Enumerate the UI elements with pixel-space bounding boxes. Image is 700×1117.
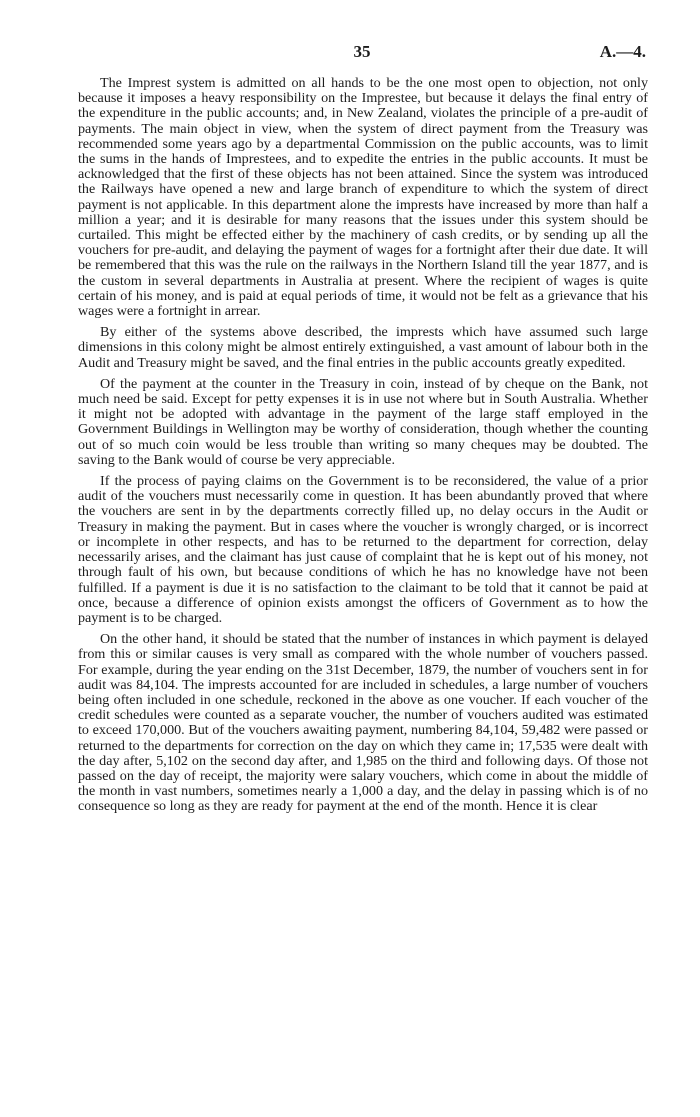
document-reference: A.—4. bbox=[599, 42, 646, 61]
page-number: 35 bbox=[353, 42, 371, 61]
paragraph-imprest-system: The Imprest system is admitted on all hands to be the one most open to objection, not only because it imposes a heavy responsibility on the Imprestee, but because it delays the final entry of the expenditure in the public accounts; and, in New Zealand, violates the principle of a pre-audit of payments. The main object in view, when the system of direct payment from the Treasury was recommended some years ago by a departmental Commission on the public accounts, was to limit the sums in the hands of Imprestees, and to expedite the entries in the public accounts. It must be acknowledged that the first of these objects has not been attained. Since the system was introduced the Railways have opened a new and large branch of expenditure to which the system of direct payment is not applicable. In this department alone the imprests have increased by more than half a million a year; and it is desirable for many reasons that the issues under this system should be curtailed. This might be effected either by the machinery of cash credits, or by sending up all the vouchers for pre-audit, and delaying the payment of wages for a fortnight after their due date. It will be remembered that this was the rule on the railways in the Northern Island till the year 1877, and is the custom in several departments in Australia at present. Where the recipient of wages is quite certain of his money, and is paid at equal periods of time, it would not be felt as a grievance that his wages were a fortnight in arrear. bbox=[78, 75, 648, 320]
paragraph-prior-audit: If the process of paying claims on the Government is to be reconsidered, the value of a prior audit of the vouchers must necessarily come in question. It has been abundantly proved that where the vouchers are sent in by the departments correctly filled up, no delay occurs in the Audit or Treasury in making the payment. But in cases where the voucher is wrongly charged, or is incorrect or incomplete in other respects, and has to be returned to the department for correction, delay necessarily arises, and the claimant has just cause of complaint that he is kept out of his money, not through fault of his own, but because conditions of which he has no knowledge have not been fulfilled. If a payment is due it is no satisfaction to the claimant to be told that it cannot be paid at once, because a difference of opinion exists amongst the officers of Government as to how the payment is to be charged. bbox=[78, 473, 648, 626]
page-header bbox=[78, 42, 646, 64]
paragraph-payment-in-coin: Of the payment at the counter in the Treasury in coin, instead of by cheque on the Bank, not much need be said. Except for petty expenses it is in use not where but in South Australia. Whether it might not be adopted with advantage in the payment of the large staff employed in the Government Buildings in Wellington may be worthy of consideration, though whether the counting out of so much coin would be less trouble than writing so many cheques may be doubted. The saving to the Bank would of course be very appreciable. bbox=[78, 375, 648, 468]
paragraph-systems-described: By either of the systems above described, the imprests which have assumed such large dimensions in this colony might be almost entirely extinguished, a vast amount of labour both in the Audit and Treasury might be saved, and the final entries in the public accounts greatly expedited. bbox=[78, 324, 648, 371]
paragraph-voucher-statistics: On the other hand, it should be stated that the number of instances in which payment is delayed from this or similar causes is very small as compared with the whole number of vouchers passed. For example, during the year ending on the 31st December, 1879, the number of vouchers sent in for audit was 84,104. The imprests accounted for are included in schedules, a large number of vouchers being often included in one schedule, reckoned in the above as one voucher. If each voucher of the credit schedules were counted as a separate voucher, the number of vouchers audited was estimated to exceed 170,000. But of the vouchers awaiting payment, numbering 84,104, 59,482 were passed or returned to the departments for correction on the day on which they came in; 17,535 were dealt with the day after, 5,102 on the second day after, and 1,985 on the third and following days. Of those not passed on the day of receipt, the majority were salary vouchers, which come in about the middle of the month in vast numbers, sometimes nearly a 1,000 a day, and the delay in passing which is of no consequence so long as they are ready for payment at the end of the month. Hence it is clear bbox=[78, 631, 648, 815]
body-text bbox=[78, 76, 648, 821]
